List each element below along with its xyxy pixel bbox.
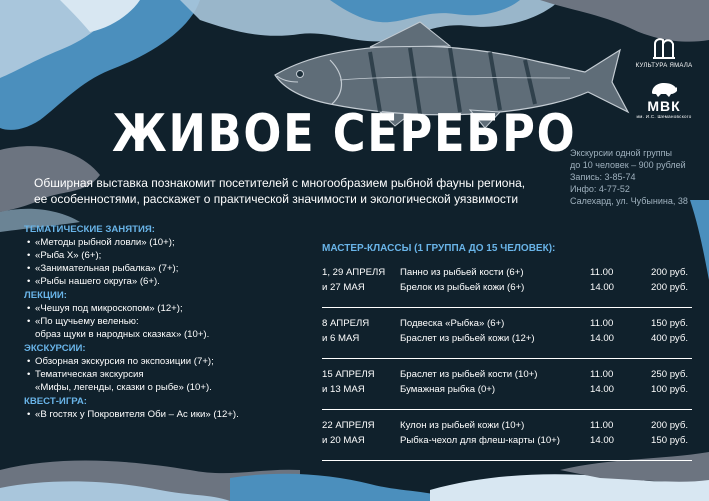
masterclass-row: [322, 282, 692, 295]
description-line: ее особенностями, расскажет о практической значимости и экологической уязвимости: [34, 191, 519, 206]
masterclass-price: 200 руб.: [651, 282, 688, 293]
masterclass-price: 150 руб.: [651, 318, 688, 329]
masterclass-name: Кулон из рыбьей кожи (10+): [400, 420, 525, 431]
masterclasses-heading: МАСТЕР-КЛАССЫ (1 ГРУППА ДО 15 ЧЕЛОВЕК):: [322, 243, 556, 254]
masterclass-price: 250 руб.: [651, 369, 688, 380]
masterclass-name: Бумажная рыбка (0+): [400, 384, 496, 395]
list-item: • «Рыбы нашего округа» (6+).: [27, 276, 160, 287]
bear-logo-icon: [649, 79, 679, 99]
list-item-continuation: образ щуки в народных сказках» (10+).: [35, 329, 210, 340]
masterclass-group: [322, 415, 692, 461]
masterclass-time: 14.00: [590, 282, 615, 293]
masterclass-time: 11.00: [590, 420, 614, 431]
section-heading: ЭКСКУРСИИ:: [24, 343, 86, 354]
contact-info: [570, 147, 705, 207]
exhibition-title: ЖИВОЕ СЕРЕБРО: [112, 104, 577, 164]
list-item: • «В гостях у Покровителя Оби – Ас ики» (12+).: [27, 409, 239, 420]
group-date: 1, 29 АПРЕЛЯ: [322, 267, 386, 278]
masterclass-price: 150 руб.: [651, 435, 688, 446]
masterclass-name: Подвеска «Рыбка» (6+): [400, 318, 505, 329]
section-heading: ЛЕКЦИИ:: [24, 290, 67, 301]
info-line: Экскурсии одной группы: [570, 148, 672, 158]
group-date: и 27 МАЯ: [322, 282, 365, 293]
masterclass-row: [322, 420, 692, 433]
masterclass-time: 11.00: [590, 267, 614, 278]
list-item: • «Занимательная рыбалка» (7+);: [27, 263, 179, 274]
list-item: • «Чешуя под микроскопом» (12+);: [27, 303, 183, 314]
masterclass-time: 14.00: [590, 435, 615, 446]
masterclass-time: 14.00: [590, 333, 615, 344]
group-date: и 13 МАЯ: [322, 384, 365, 395]
masterclass-row: [322, 435, 692, 448]
masterclass-time: 11.00: [590, 318, 614, 329]
group-date: 15 АПРЕЛЯ: [322, 369, 375, 380]
list-item: • Обзорная экскурсия по экспозиции (7+);: [27, 356, 214, 367]
group-date: и 6 МАЯ: [322, 333, 360, 344]
masterclass-name: Браслет из рыбьей кожи (12+): [400, 333, 535, 344]
list-item: • «Методы рыбной ловли» (10+);: [27, 237, 175, 248]
masterclass-price: 200 руб.: [651, 420, 688, 431]
masterclass-name: Браслет из рыбьей кости (10+): [400, 369, 538, 380]
info-line: Инфо: 4-77-52: [570, 184, 630, 194]
list-item: • «По щучьему веленью:: [27, 316, 139, 327]
masterclass-group: [322, 364, 692, 410]
programs-list: [24, 222, 314, 421]
museum-caption: им. И.С. Шемановского: [636, 114, 692, 119]
masterclass-group: [322, 313, 692, 359]
wave-shape: [690, 200, 709, 280]
culture-yamal-logo-icon: [651, 36, 677, 62]
masterclass-name: Брелок из рыбьей кожи (6+): [400, 282, 525, 293]
masterclass-row: [322, 318, 692, 331]
masterclass-name: Панно из рыбьей кости (6+): [400, 267, 524, 278]
masterclass-price: 200 руб.: [651, 267, 688, 278]
info-line: до 10 человек – 900 рублей: [570, 160, 686, 170]
culture-yamal-caption: КУЛЬТУРА ЯМАЛА: [635, 63, 693, 69]
museum-abbr: МВК: [647, 98, 681, 114]
wave-shape: [230, 474, 460, 501]
masterclass-time: 14.00: [590, 384, 615, 395]
masterclass-time: 11.00: [590, 369, 614, 380]
masterclass-price: 100 руб.: [651, 384, 688, 395]
info-line: Запись: 3-85-74: [570, 172, 636, 182]
masterclass-price: 400 руб.: [651, 333, 688, 344]
group-date: и 20 МАЯ: [322, 435, 365, 446]
masterclass-row: [322, 267, 692, 280]
logos-block: [629, 36, 699, 119]
section-heading: ТЕМАТИЧЕСКИЕ ЗАНЯТИЯ:: [24, 224, 155, 235]
masterclass-row: [322, 333, 692, 346]
masterclass-row: [322, 369, 692, 382]
list-item: • «Рыба Х» (6+);: [27, 250, 102, 261]
description-line: Обширная выставка познакомит посетителей с многообразием рыбной фауны региона,: [34, 176, 526, 190]
masterclass-name: Рыбка-чехол для флеш-карты (10+): [400, 435, 560, 446]
list-item-continuation: «Мифы, легенды, сказки о рыбе» (10+).: [35, 382, 212, 393]
group-date: 22 АПРЕЛЯ: [322, 420, 375, 431]
masterclasses-table: [322, 262, 692, 466]
section-heading: КВЕСТ-ИГРА:: [24, 396, 87, 407]
list-item: • Тематическая экскурсия: [27, 369, 144, 380]
exhibition-description: [34, 176, 574, 207]
info-line: Салехард, ул. Чубынина, 38: [570, 196, 688, 206]
masterclass-group: [322, 262, 692, 308]
group-date: 8 АПРЕЛЯ: [322, 318, 370, 329]
masterclass-row: [322, 384, 692, 397]
